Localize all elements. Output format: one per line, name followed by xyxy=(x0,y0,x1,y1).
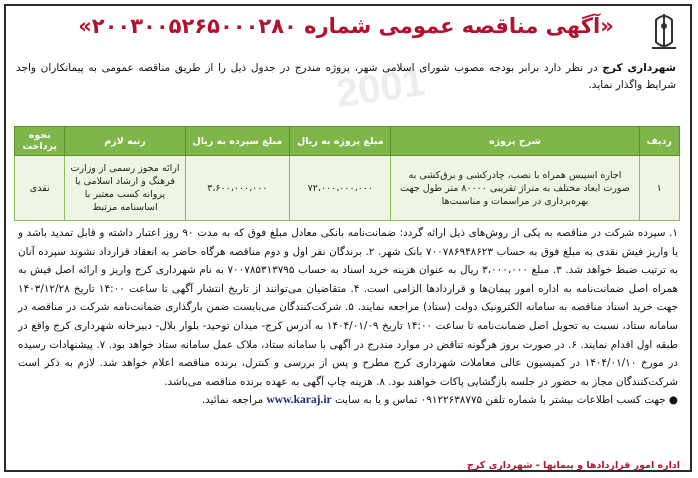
cell-deposit-amount: ۳،۶۰۰،۰۰۰،۰۰۰ xyxy=(185,156,290,221)
header-deposit-amount: مبلغ سپرده به ریال xyxy=(185,127,290,156)
table-header-row xyxy=(15,127,680,156)
contact-text-before: ● جهت کسب اطلاعات بیشتر با شماره تلفن ۰۹۱۲۲۶۳۸۷۷۵ تماس و یا به سایت xyxy=(331,394,678,407)
intro-organization: شهرداری کرج xyxy=(602,62,676,74)
cell-row-number: ۱ xyxy=(639,156,679,221)
conditions-text xyxy=(18,224,678,410)
cell-project-amount: ۷۲،۰۰۰،۰۰۰،۰۰۰ xyxy=(290,156,391,221)
table-row xyxy=(15,156,680,221)
footer-issuer: اداره امور قراردادها و پیمانها - شهرداری کرج xyxy=(467,460,680,471)
karaj-municipality-emblem-icon xyxy=(646,12,682,52)
cell-description: اجاره اسپیس همراه با نصب، چادرکشی و برق‌کشی به صورت ابعاد مختلف به متراژ تقریبی ۸۰۰۰۰ متر طول جهت بهره‌برداری در مراسمات و مناسبت‌ها xyxy=(391,156,639,221)
intro-paragraph xyxy=(16,60,676,94)
contact-text-after: مراجعه نمائید. xyxy=(201,394,267,407)
notice-title: «آگهی مناقصه عمومی شماره ۲۰۰۳۰۰۵۲۶۵۰۰۰۲۸۰» xyxy=(78,14,614,38)
header-required-rank: رتبه لازم xyxy=(65,127,185,156)
watermark: 2001 xyxy=(333,60,428,116)
cell-required-rank: ارائه مجوز رسمی از وزارت فرهنگ و ارشاد اسلامی یا پروانه کسب معتبر با اساسنامه مرتبط xyxy=(65,156,185,221)
notice-frame xyxy=(4,4,692,472)
header-project-amount: مبلغ پروژه به ریال xyxy=(290,127,391,156)
header-description: شرح پروژه xyxy=(391,127,639,156)
tender-table xyxy=(14,126,680,221)
header-payment-method: نحوه پرداخت xyxy=(15,127,65,156)
website-link[interactable]: www.karaj.ir xyxy=(266,394,332,407)
intro-text: در نظر دارد برابر بودجه مصوب شورای اسلامی شهر، پروژه مندرج در جدول ذیل را از طریق مناقصه عمومی به پیمانکاران واجد شرایط واگذار نماید. xyxy=(16,62,676,91)
header-row-number: ردیف xyxy=(639,127,679,156)
conditions-paragraph: ۱. سپرده شرکت در مناقصه به یکی از روش‌های ذیل ارائه گردد: ضمانت‌نامه بانکی معادل مبلغ فوق که به مدت ۹۰ روز اعتبار داشته و قابل تمدید باشد و یا واریز فیش نقدی به مبلغ فوق به حساب ۷۰۰۷۸۶۹۴۸۶۲۳ بانک شهر. ۲. برندگان نفر اول و دوم مناقصه هرگاه حاضر به انعقاد قرارداد نشوند سپرده آنان به ترتیب ضبط خواهد شد. ۳. مبلغ ۳،۰۰۰،۰۰۰ ریال به عنوان هزینه خرید اسناد به حساب ۷۰۰۷۸۵۳۱۳۷۹۵ به نام شهرداری کرج واریز و ارائه اصل فیش به همراه اصل ضمانت‌نامه به اداره امور پیمان‌ها و قراردادها الزامی است. ۴. متقاضیان می‌توانند از تاریخ انتشار آگهی تا ساعت ۱۴:۰۰ تاریخ ۱۴۰۳/۱۲/۲۸ جهت خرید اسناد مناقصه به سامانه الکترونیک دولت (ستاد) مراجعه نمایند. ۵. شرکت‌کنندگان می‌بایست ضمن بارگذاری ضمانت‌نامه شرکت در مناقصه در سامانه ستاد، نسبت به تحویل اصل ضمانت‌نامه تا ساعت ۱۴:۰۰ تاریخ ۱۴۰۴/۰۱/۰۹ به آدرس کرج- میدان توحید- بلوار بلال- دبیرخانه شهرداری کرج واقع در طبقه اول اقدام نمایند. ۶. در صورت بروز هرگونه تناقض در موارد مندرج در آگهی با سامانه ستاد، ملاک عمل سامانه ستاد خواهد بود. ۷. پیشنهادات رسیده در مورخ ۱۴۰۴/۰۱/۱۰ در کمیسیون عالی معاملات شهرداری کرج مطرح و پس از بررسی و کنترل، برنده مناقصه اعلام خواهد شد. لازم به ذکر است شرکت‌کنندگان مجاز به حضور در جلسه بازگشایی پاکات خواهند بود. ۸. هزینه چاپ آگهی به عهده برنده مناقصه می‌باشد. xyxy=(18,227,679,388)
cell-payment-method: نقدی xyxy=(15,156,65,221)
